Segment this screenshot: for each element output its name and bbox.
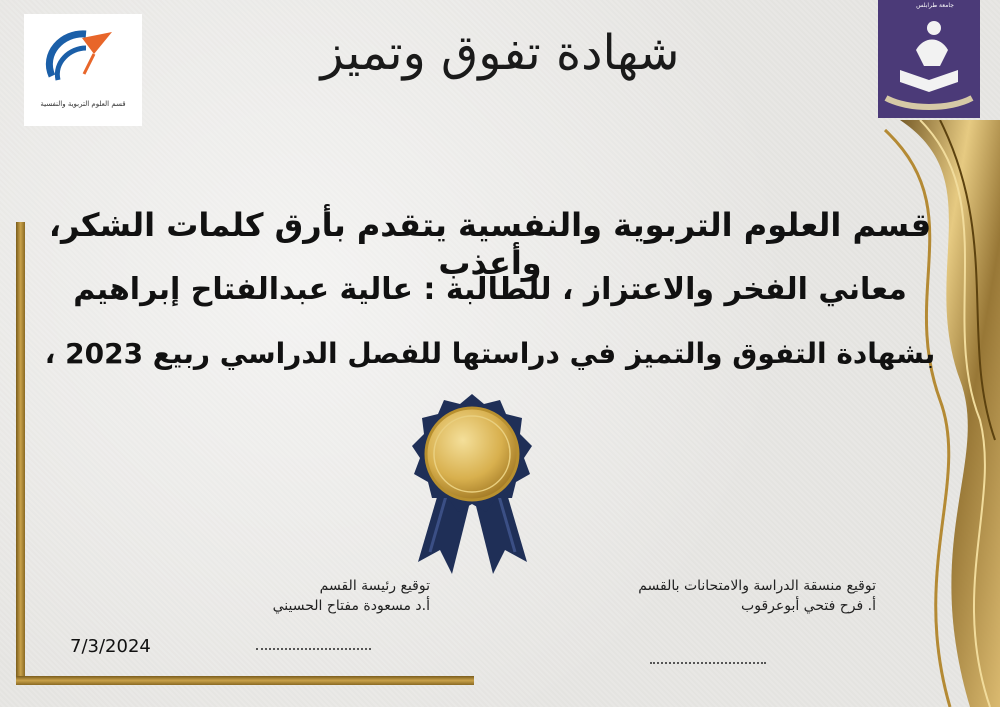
university-logo [878,0,980,118]
university-emblem-icon [878,0,980,118]
head-signature-block [200,576,430,617]
department-logo-caption: قسم العلوم التربوية والنفسية [40,100,126,108]
head-signature-name: أ.د مسعودة مفتاح الحسيني [272,598,430,615]
coordinator-signature-block [560,576,876,617]
university-logo-caption: جامعة طرابلس [916,2,954,9]
certificate-title: شهادة تفوق وتميز [320,25,680,81]
certificate-text-line-2: معاني الفخر والاعتزاز ، للطالبة : عالية عبدالفتاح إبراهيم [73,272,907,307]
head-signature-title: توقيع رئيسة القسم [319,578,430,594]
gold-medal-icon [400,392,545,582]
coordinator-signature-line [650,662,766,664]
certificate-date: 7/3/2024 [70,636,151,657]
certificate-text-line-1: قسم العلوم التربوية والنفسية يتقدم بأرق كلمات الشكر، وأعذب [48,206,932,282]
gold-frame-bottom [16,676,474,685]
certificate-text-line-3: بشهادة التفوق والتميز في دراستها للفصل الدراسي ربيع 2023 ، [44,337,936,370]
department-logo [24,14,142,126]
coordinator-signature-title: توقيع منسقة الدراسة والامتحانات بالقسم [638,578,876,594]
head-signature-line [256,648,371,650]
department-logo-emblem-icon [24,14,142,104]
coordinator-signature-name: أ. فرح فتحي أبوعرقوب [741,598,876,615]
gold-frame-left [16,222,25,684]
